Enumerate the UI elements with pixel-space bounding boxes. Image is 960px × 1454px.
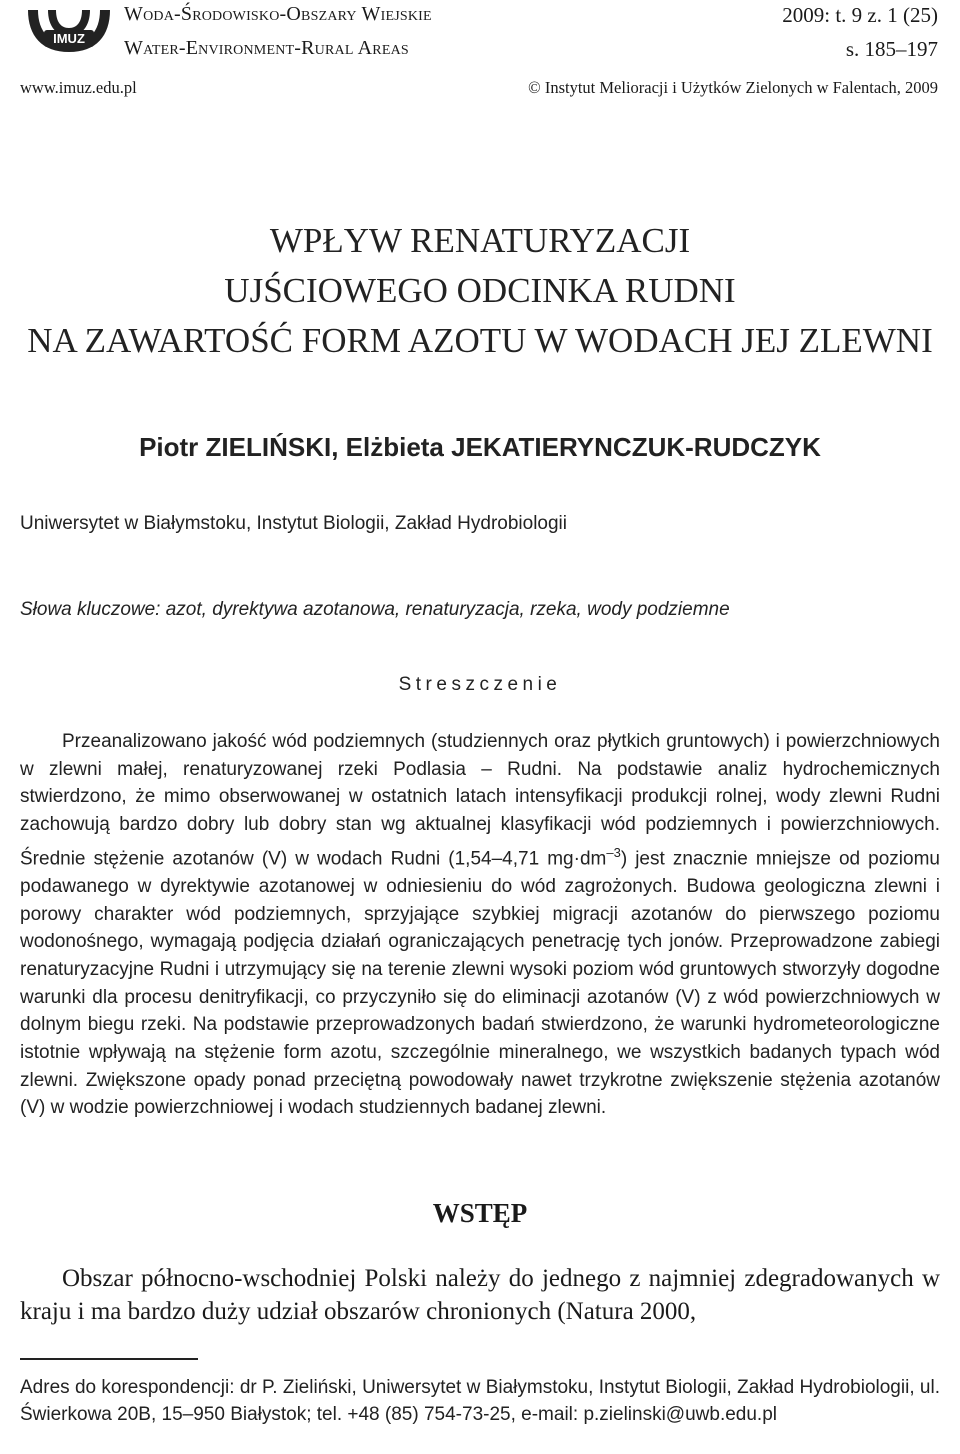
title-line: NA ZAWARTOŚĆ FORM AZOTU W WODACH JEJ ZLEWNI xyxy=(27,321,933,360)
abstract xyxy=(20,728,940,1122)
journal-url: www.imuz.edu.pl xyxy=(20,78,137,97)
title-line: UJŚCIOWEGO ODCINKA RUDNI xyxy=(224,271,736,310)
page-range: s. 185–197 xyxy=(845,37,938,61)
affiliation: Uniwersytet w Białymstoku, Instytut Biologii, Zakład Hydrobiologii xyxy=(20,513,567,534)
article-title xyxy=(0,216,960,366)
journal-issue: 2009: t. 9 z. 1 (25) xyxy=(782,3,938,27)
keywords: Słowa kluczowe: azot, dyrektywa azotanowa, renaturyzacja, rzeka, wody podziemne xyxy=(20,599,730,620)
abstract-paragraph: Przeanalizowano jakość wód podziemnych (studziennych oraz płytkich gruntowych) i powierzchniowych w zlewni małej, renaturyzowanej rzeki Podlasia – Rudni. Na podstawie analiz hydrochemicznych stwierdzono, że mimo obserwowanej w ostatnich latach intensyfikacji produkcji rolnej, wody zlewni Rudni zachowują bardzo dobry lub dobry stan wg aktualnej klasyfikacji wód podziemnych i powierzchniowych. Średnie stężenie azotanów (V) w wodach Rudni (1,54–4,71 $mg\cdot dm^{-3}$) jest znacznie mniejsze od poziomu podawanego w dyrektywie azotanowej w odniesieniu do wód zagrożonych. Budowa geologiczna zlewni i porowy charakter wód podziemnych, sprzyjające szybkiej migracji azotanów do pierwszego poziomu wodonośnego, wymagają podjęcia działań ograniczających penetrację tych jonów. Przeprowadzone zabiegi renaturyzacyjne Rudni i utrzymujący się na terenie zlewni wysoki poziom wód gruntowych stworzyły dogodne warunki dla procesu denitryfikacji, co przyczyniło się do eliminacji azotanów (V) z wód powierzchniowych w dolnym biegu rzeki. Na podstawie przeprowadzonych badań stwierdzono, że warunki hydrometeorologiczne istotnie wpływają na stężenie form azotu, szczególnie mineralnego, we wszystkich badanych typach wód zlewni. Zwiększone opady ponad przeciętną powodowały nawet trzykrotne zwiększenie stężenia azotanów (V) w wodzie powierzchniowej i wodach studziennych badanej zlewni. xyxy=(20,731,940,1119)
journal-title-en: Water-Environment-Rural Areas xyxy=(124,37,409,59)
section-heading-intro: WSTĘP xyxy=(432,1198,528,1228)
title-line: WPŁYW RENATURYZACJI xyxy=(269,221,691,260)
footnote-divider xyxy=(20,1358,198,1360)
svg-text:IMUZ: IMUZ xyxy=(53,31,85,46)
imuz-logo xyxy=(26,6,112,58)
correspondence-footnote: Adres do korespondencji: dr P. Zieliński, Uniwersytet w Białymstoku, Instytut Biologii, Zakład Hydrobiologii, ul. Świerkowa 20B, 15–950 Białystok; tel. +48 (85) 754-73-25, e-mail: p.zielinski@uwb.edu.pl xyxy=(20,1377,940,1425)
journal-title-pl: Woda-Środowisko-Obszary Wiejskie xyxy=(124,3,432,25)
intro-text xyxy=(20,1262,940,1328)
copyright-notice: © Instytut Melioracji i Użytków Zielonych w Falentach, 2009 xyxy=(528,78,938,97)
authors: Piotr ZIELIŃSKI, Elżbieta JEKATIERYNCZUK-RUDCZYK xyxy=(139,432,821,462)
intro-paragraph: Obszar północno-wschodniej Polski należy do jednego z najmniej zdegradowanych w kraju i ma bardzo duży udział obszarów chronionych (Natura 2000, xyxy=(20,1265,940,1325)
abstract-heading: Streszczenie xyxy=(398,674,562,695)
